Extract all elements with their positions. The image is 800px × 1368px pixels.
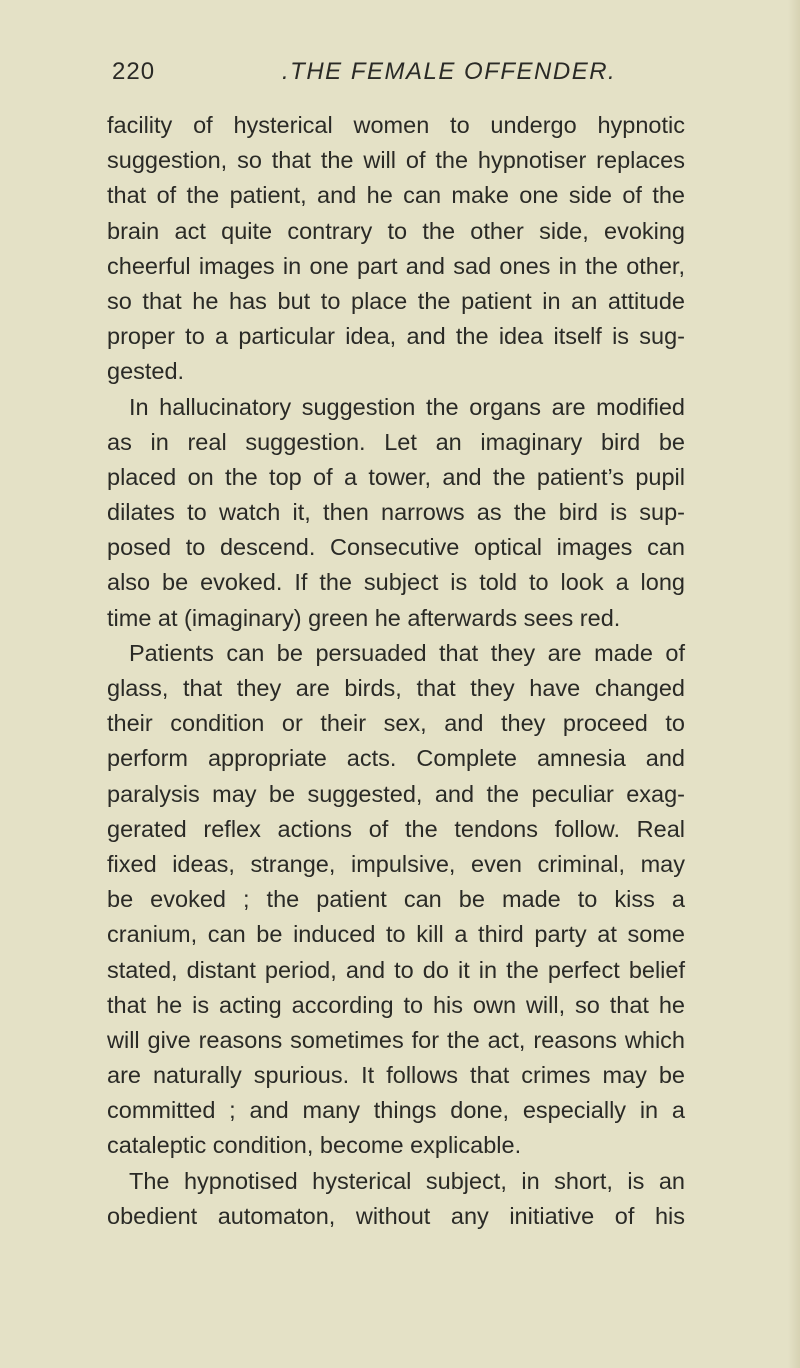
text-line: paralysis may be suggested, and the peculiar exag- (107, 780, 685, 807)
text-line: obedient automaton, without any initiative of his (107, 1202, 685, 1229)
page-edge-shadow (788, 0, 800, 1368)
text-line: their condition or their sex, and they proceed to (107, 710, 685, 737)
text-line: gerated reflex actions of the tendons follow. Real (107, 815, 685, 842)
text-line: as in real suggestion. Let an imaginary bird be (107, 428, 685, 455)
text-line: fixed ideas, strange, impulsive, even criminal, may (107, 850, 685, 877)
text-line: committed ; and many things done, especially in a (107, 1097, 685, 1124)
paragraph-start-line: Patients can be persuaded that they are made of (129, 639, 685, 666)
paragraph-start-line: In hallucinatory suggestion the organs are modified (129, 393, 685, 420)
text-line: proper to a particular idea, and the idea itself is sug- (107, 323, 685, 350)
text-line: gested. (107, 358, 185, 385)
text-line: cheerful images in one part and sad ones in the other, (107, 252, 685, 279)
text-line: glass, that they are birds, that they have changed (107, 675, 685, 701)
running-title: .THE FEMALE OFFENDER. (282, 58, 617, 85)
text-line: that he is acting according to his own will, so that he (107, 991, 685, 1018)
text-line: suggestion, so that the will of the hypnotiser replaces (107, 147, 685, 174)
text-line: facility of hysterical women to undergo hypnotic (107, 112, 685, 138)
text-line: brain act quite contrary to the other side, evoking (107, 217, 685, 244)
text-line: be evoked ; the patient can be made to kiss a (107, 886, 685, 913)
text-line: so that he has but to place the patient in an attitude (107, 287, 685, 314)
paragraph-start-line: The hypnotised hysterical subject, in short, is an (129, 1167, 685, 1194)
page-number: 220 (112, 58, 156, 85)
text-line: posed to descend. Consecutive optical images can (107, 534, 685, 561)
text-line: will give reasons sometimes for the act, reasons which (107, 1026, 685, 1053)
text-line: cranium, can be induced to kill a third party at some (107, 921, 685, 948)
text-line: stated, distant period, and to do it in the perfect belief (107, 956, 685, 983)
text-line: are naturally spurious. It follows that crimes may be (107, 1062, 685, 1089)
text-line: placed on the top of a tower, and the patient’s pupil (107, 463, 685, 490)
text-line: dilates to watch it, then narrows as the bird is sup- (107, 499, 685, 526)
page-header (112, 58, 672, 94)
text-line: cataleptic condition, become explicable. (107, 1132, 522, 1159)
text-line: time at (imaginary) green he afterwards sees red. (107, 604, 621, 631)
text-line: also be evoked. If the subject is told to look a long (107, 569, 685, 596)
body-text (107, 108, 685, 1234)
text-line: perform appropriate acts. Complete amnesia and (107, 745, 685, 772)
text-line: that of the patient, and he can make one side of the (107, 182, 685, 209)
